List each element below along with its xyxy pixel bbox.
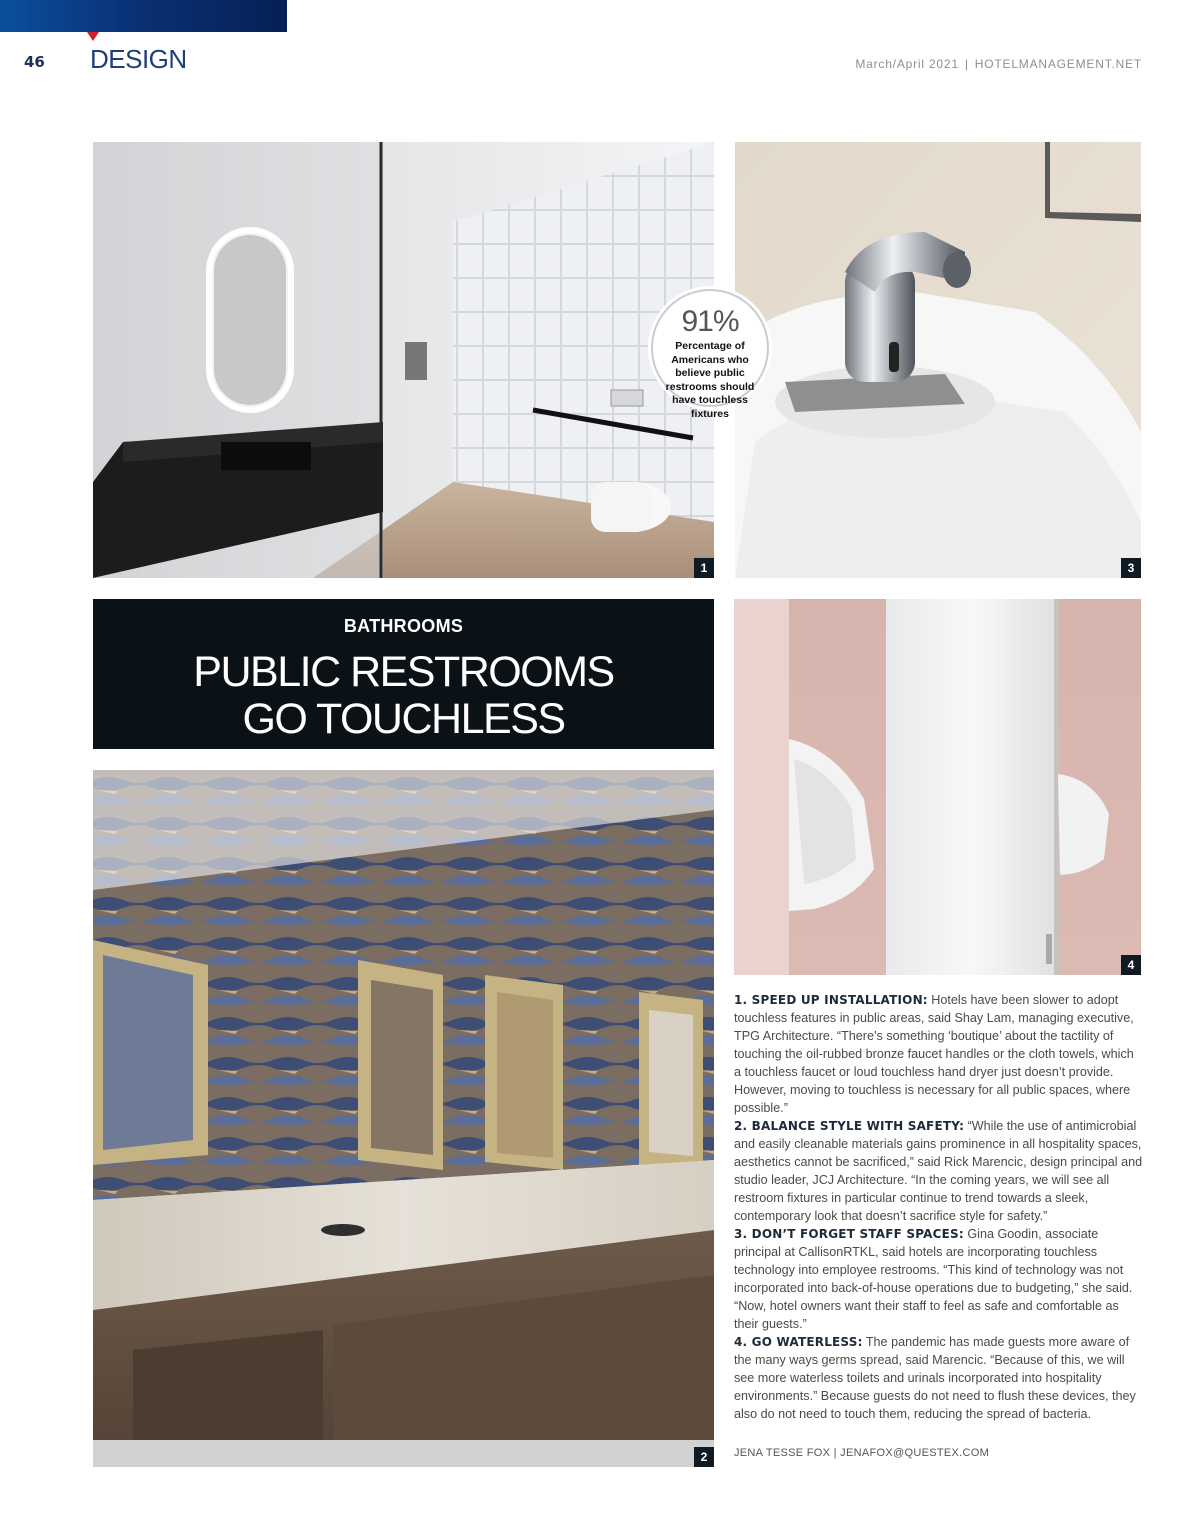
photo-number-tag: 3 — [1121, 558, 1141, 578]
photo-touchless-faucet — [735, 142, 1141, 578]
article-item — [734, 1117, 1144, 1225]
section-label: DESIGN — [90, 44, 187, 74]
article-title-box — [93, 599, 714, 749]
stat-callout — [651, 289, 769, 420]
issue-info — [855, 57, 1142, 71]
photo-number-tag: 4 — [1121, 955, 1141, 975]
article-item — [734, 1333, 1144, 1423]
photo-vanity-wall — [93, 770, 714, 1467]
item-body: Gina Goodin, associate principal at CallisonRTKL, said hotels are incorporating touchless technology into employee restrooms. “This kind of technology was not incorporated into back-of-house operations due to budgeting,” she said. “Now, hotel owners want their staff to feel as safe and comfortable as their guests.” — [734, 1227, 1133, 1331]
red-marker-triangle — [87, 32, 99, 41]
item-heading: 4. GO WATERLESS: — [734, 1335, 863, 1349]
brand-color-bar — [0, 0, 287, 32]
photo-number-tag: 1 — [694, 558, 714, 578]
article-kicker: BATHROOMS — [343, 616, 464, 636]
item-heading: 2. BALANCE STYLE WITH SAFETY: — [734, 1119, 965, 1133]
photo-urinals — [734, 599, 1141, 975]
stat-value: 91% — [681, 305, 739, 338]
issue-date: March/April 2021 — [855, 57, 959, 71]
item-heading: 1. SPEED UP INSTALLATION: — [734, 993, 928, 1007]
site-name: HOTELMANAGEMENT.NET — [974, 57, 1142, 71]
item-body: Hotels have been slower to adopt touchless features in public areas, said Shay Lam, managing executive, TPG Architecture. “There’s something ‘boutique’ about the tactility of touching the oil-rubbed bronze faucet handles or the cloth towels, which a touchless faucet or loud touchless hand dryer just doesn’t provide. However, moving to touchless is necessary for all public spaces, where possible.” — [734, 993, 1134, 1115]
item-body: “While the use of antimicrobial and easily cleanable materials gains prominence in all hospitality spaces, aesthetics cannot be sacrificed,” said Rick Marencic, design principal and studio leader, JCJ Architecture. “In the coming years, we will see all restroom fixtures in particular continue to trend towards a sleek, contemporary look that doesn’t sacrifice style for safety.” — [734, 1119, 1143, 1223]
photo-number-tag: 2 — [694, 1447, 714, 1467]
article-item — [734, 1225, 1144, 1333]
article-byline: JENA TESSE FOX | JENAFOX@QUESTEX.COM — [734, 1447, 990, 1459]
article-body — [734, 991, 1144, 1423]
item-body: The pandemic has made guests more aware of the many ways germs spread, said Marencic. “Because of this, we will see more waterless toilets and urinals incorporated into hospitality environments.” Because guests do not need to flush these devices, they also do not need to touch them, reducing the spread of bacteria. — [734, 1335, 1136, 1421]
article-headline — [93, 649, 714, 743]
headline-line-2: GO TOUCHLESS — [242, 695, 565, 743]
issue-divider: | — [964, 57, 969, 71]
article-item — [734, 991, 1144, 1117]
photo-restroom-mirror — [93, 142, 714, 578]
item-heading: 3. DON’T FORGET STAFF SPACES: — [734, 1227, 964, 1241]
headline-line-1: PUBLIC RESTROOMS — [193, 648, 614, 696]
page-number: 46 — [24, 53, 45, 71]
stat-description: Percentage of Americans who believe public restrooms should have touchless fixtures — [665, 340, 755, 420]
